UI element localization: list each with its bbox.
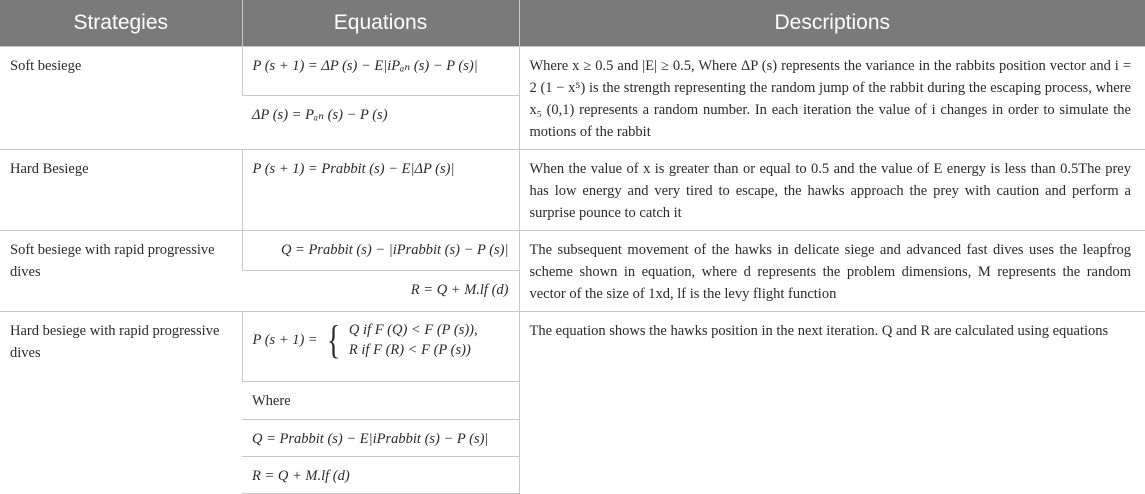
header-row — [0, 0, 1145, 47]
cases — [349, 320, 478, 360]
strategy-cell: Soft besiege — [0, 47, 242, 150]
where-cell: Where — [242, 382, 519, 420]
case-line: Q if F (Q) < F (P (s)), — [348, 322, 478, 338]
equation-cell — [242, 312, 519, 382]
equation-cell: ΔP (s) = Pₐₙ (s) − P (s) — [242, 95, 519, 149]
piecewise-equation — [252, 317, 509, 362]
description-cell: Where x ≥ 0.5 and |E| ≥ 0.5, Where ΔP (s) represents the variance in the rabbits position vector and i = 2 (1 − x⁵) is the strength representing the random jump of the rabbit during the escaping process, where x₅ (0,1) represents a random number. In each iteration the value of i changes in order to simulate the motions of the rabbit — [519, 47, 1145, 150]
table-row — [0, 231, 1145, 271]
description-cell: The equation shows the hawks position in the next iteration. Q and R are calculated using equations — [519, 312, 1145, 494]
equation-lhs: P (s + 1) = — [252, 332, 318, 348]
strategy-cell: Hard besiege with rapid progressive dives — [0, 312, 242, 494]
table-row — [0, 47, 1145, 96]
case-line: R if F (R) < F (P (s)) — [348, 342, 471, 358]
equation-cell: Q = Prabbit (s) − |iPrabbit (s) − P (s)| — [242, 231, 519, 271]
table-row — [0, 312, 1145, 382]
header-strategies: Strategies — [0, 0, 242, 47]
equation-cell: Q = Prabbit (s) − E|iPrabbit (s) − P (s)| — [242, 420, 519, 457]
equation-cell: P (s + 1) = Prabbit (s) − E|ΔP (s)| — [242, 150, 519, 231]
description-cell: When the value of x is greater than or equal to 0.5 and the value of E energy is less than 0.5The prey has low energy and very tired to escape, the hawks approach the prey with caution and perform a surprise pounce to catch it — [519, 150, 1145, 231]
table-row — [0, 150, 1145, 231]
equation-cell: R = Q + M.lf (d) — [242, 270, 519, 311]
strategy-cell: Hard Besiege — [0, 150, 242, 231]
header-descriptions: Descriptions — [519, 0, 1145, 47]
equation-cell: P (s + 1) = ΔP (s) − E|iPₐₙ (s) − P (s)| — [242, 47, 519, 96]
strategy-cell: Soft besiege with rapid progressive dives — [0, 231, 242, 312]
description-cell: The subsequent movement of the hawks in delicate siege and advanced fast dives uses the leapfrog scheme shown in equation, where d represents the problem dimensions, M represents the random vector of the size of 1xd, lf is the levy flight function — [519, 231, 1145, 312]
header-equations: Equations — [242, 0, 519, 47]
brace-icon: { — [326, 317, 341, 362]
equation-cell: R = Q + M.lf (d) — [242, 457, 519, 494]
